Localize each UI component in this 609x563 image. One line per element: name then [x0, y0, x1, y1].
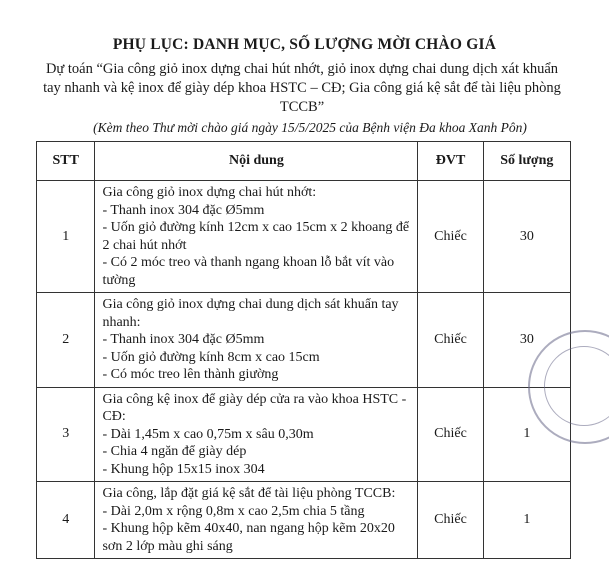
content-line: Gia công, lắp đặt giá kệ sắt để tài liệu phòng TCCB:	[102, 486, 396, 501]
stamp-inner-ring	[544, 346, 609, 426]
cell-qty: 30	[483, 181, 570, 293]
content-line: Gia công giỏ inox dựng chai hút nhớt:	[102, 185, 317, 200]
content-line: - Chia 4 ngăn để giày dép	[102, 444, 247, 459]
cell-qty: 1	[483, 482, 570, 559]
header-unit: ĐVT	[418, 142, 483, 181]
cell-qty: 30	[483, 293, 570, 388]
content-line: - Khung hộp 15x15 inox 304	[102, 461, 265, 477]
content-line: Gia công kệ inox để giày dép cửa ra vào khoa HSTC - CĐ:	[102, 391, 407, 424]
table-row	[37, 482, 571, 559]
items-table	[36, 141, 571, 559]
content-line: - Thanh inox 304 đặc Ø5mm	[102, 202, 265, 218]
content-line: - Có móc treo lên thành giường	[102, 367, 279, 382]
cell-unit: Chiếc	[418, 181, 483, 293]
cell-stt: 4	[37, 482, 95, 559]
content-line: - Dài 1,45m x cao 0,75m x sâu 0,30m	[102, 426, 314, 442]
content-line: - Có 2 móc treo và thanh ngang khoan lỗ bắt vít vào tường	[102, 255, 395, 288]
content-line: - Dài 2,0m x rộng 0,8m x cao 2,5m chia 5 tầng	[102, 503, 365, 519]
cell-unit: Chiếc	[418, 293, 483, 388]
content-line: - Uốn giỏ đường kính 12cm x cao 15cm x 2 khoang để 2 chai hút nhớt	[102, 220, 410, 253]
cell-stt: 2	[37, 293, 95, 388]
table-header-row	[37, 142, 571, 181]
cell-content	[95, 181, 418, 293]
content-line: - Uốn giỏ đường kính 8cm x cao 15cm	[102, 349, 320, 365]
table-row	[37, 181, 571, 293]
table-row	[37, 387, 571, 482]
cell-unit: Chiếc	[418, 482, 483, 559]
header-stt: STT	[37, 142, 95, 181]
cell-qty: 1	[483, 387, 570, 482]
cell-stt: 1	[37, 181, 95, 293]
cell-content	[95, 293, 418, 388]
content-line: - Thanh inox 304 đặc Ø5mm	[102, 332, 265, 347]
cell-unit: Chiếc	[418, 387, 483, 482]
header-content: Nội dung	[95, 142, 418, 181]
header-qty: Số lượng	[483, 142, 570, 181]
cell-content	[95, 387, 418, 482]
document-title: PHỤ LỤC: DANH MỤC, SỐ LƯỢNG MỜI CHÀO GIÁ	[112, 36, 497, 53]
cell-stt: 3	[37, 387, 95, 482]
document-intro: Dự toán “Gia công giỏ inox dựng chai hút nhớt, giỏ inox dựng chai dung dịch xát khuẩn tay nhanh và kệ inox để giày dép khoa HSTC – CĐ; Gia công giá kệ sắt để tài liệu phòng TCCB”	[43, 61, 561, 115]
table-row	[37, 293, 571, 388]
cell-content	[95, 482, 418, 559]
content-line: - Khung hộp kẽm 40x40, nan ngang hộp kẽm 20x20 sơn 2 lớp màu ghi sáng	[102, 521, 395, 554]
document-note: (Kèm theo Thư mời chào giá ngày 15/5/2025 của Bệnh viện Đa khoa Xanh Pôn)	[93, 120, 527, 135]
content-line: Gia công giỏ inox dựng chai dung dịch sát khuẩn tay nhanh:	[102, 297, 399, 330]
